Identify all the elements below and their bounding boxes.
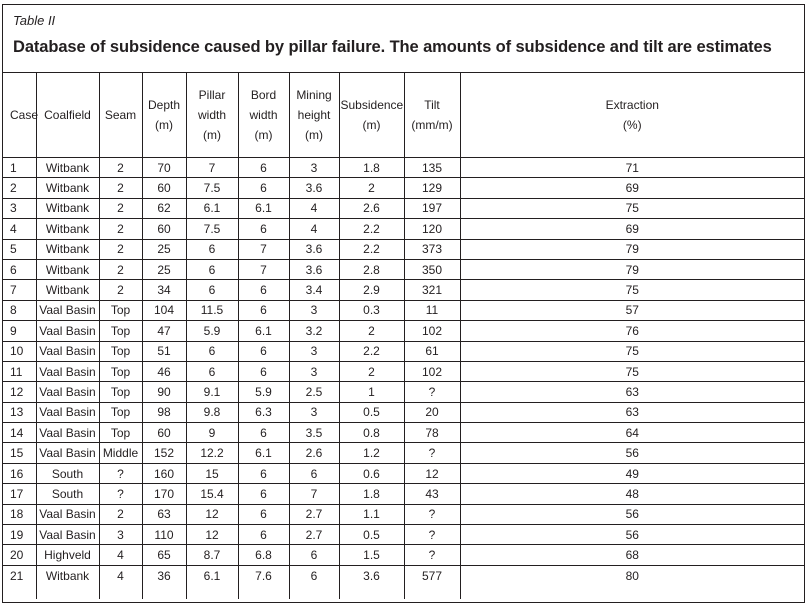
table-cell: 6 <box>186 341 238 361</box>
table-cell: 2.7 <box>289 504 339 524</box>
table-cell: 63 <box>460 382 804 402</box>
table-cell: 0.5 <box>339 525 404 545</box>
table-cell: 60 <box>142 423 186 443</box>
table-cell: 78 <box>404 423 460 443</box>
table-cell: Vaal Basin <box>36 361 99 381</box>
table-cell: Top <box>99 361 142 381</box>
table-cell: 102 <box>404 321 460 341</box>
table-cell: 4 <box>289 219 339 239</box>
table-cell: 64 <box>460 423 804 443</box>
table-cell: 8 <box>3 300 36 320</box>
table-cell: South <box>36 484 99 504</box>
table-cell: 7.5 <box>186 178 238 198</box>
table-row <box>3 341 804 361</box>
table-cell: Witbank <box>36 219 99 239</box>
table-cell: Highveld <box>36 545 99 565</box>
table-cell: 1 <box>3 158 36 178</box>
header-row <box>3 73 804 158</box>
table-cell: 104 <box>142 300 186 320</box>
table-row <box>3 198 804 218</box>
table-cell: 56 <box>460 504 804 524</box>
column-header <box>404 73 460 158</box>
table-cell: 11 <box>404 300 460 320</box>
column-header-text: Tilt <box>424 98 440 112</box>
table-cell: 15.4 <box>186 484 238 504</box>
table-cell: 9 <box>3 321 36 341</box>
column-header <box>238 73 289 158</box>
table-cell: ? <box>404 545 460 565</box>
table-cell: 2.5 <box>289 382 339 402</box>
table-cell: 46 <box>142 361 186 381</box>
table-cell: 2 <box>99 280 142 300</box>
table-cell: 2.8 <box>339 259 404 279</box>
column-header <box>142 73 186 158</box>
table-cell: 3 <box>289 361 339 381</box>
table-cell: 3.6 <box>289 239 339 259</box>
table-cell: Witbank <box>36 158 99 178</box>
table-cell: 6.1 <box>238 443 289 463</box>
table-cell: 12 <box>3 382 36 402</box>
table-title: Database of subsidence caused by pillar failure. The amounts of subsidence and tilt are estimates <box>13 38 772 56</box>
column-header-text: Extraction <box>605 98 659 112</box>
table-cell: 98 <box>142 402 186 422</box>
table-cell: 6.8 <box>238 545 289 565</box>
table-cell: 6 <box>238 280 289 300</box>
table-cell: 120 <box>404 219 460 239</box>
table-cell: 6.1 <box>186 198 238 218</box>
table-cell: Vaal Basin <box>36 525 99 545</box>
table-row <box>3 443 804 463</box>
table-cell: Witbank <box>36 280 99 300</box>
column-header-text: Pillar <box>198 88 226 102</box>
table-cell: 2 <box>99 239 142 259</box>
table-cell: 75 <box>460 198 804 218</box>
table-cell: 6 <box>238 178 289 198</box>
table-cell: 15 <box>186 463 238 483</box>
table-cell: 350 <box>404 259 460 279</box>
table-cell: 10 <box>3 341 36 361</box>
table-cell: 129 <box>404 178 460 198</box>
table-cell: Witbank <box>36 239 99 259</box>
table-cell: Top <box>99 300 142 320</box>
table-cell: 0.5 <box>339 402 404 422</box>
table-cell: 69 <box>460 178 804 198</box>
table-cell: 7 <box>238 239 289 259</box>
table-row <box>3 280 804 300</box>
table-cell: 3.6 <box>289 178 339 198</box>
table-row <box>3 382 804 402</box>
column-header-text: width <box>197 108 226 122</box>
table-cell: 60 <box>142 178 186 198</box>
table-cell: 12 <box>404 463 460 483</box>
table-row <box>3 219 804 239</box>
table-cell: 102 <box>404 361 460 381</box>
table-cell: 6 <box>238 463 289 483</box>
table-row <box>3 158 804 178</box>
table-cell: 7.5 <box>186 219 238 239</box>
table-cell: 135 <box>404 158 460 178</box>
table-row <box>3 321 804 341</box>
table-cell: 7 <box>238 259 289 279</box>
table-cell: Witbank <box>36 259 99 279</box>
table-cell: 68 <box>460 545 804 565</box>
column-header <box>36 73 99 158</box>
table-cell: 2 <box>99 158 142 178</box>
table-cell: 6 <box>238 423 289 443</box>
table-cell: 3 <box>289 341 339 361</box>
table-cell: 5.9 <box>238 382 289 402</box>
table-cell: 2.9 <box>339 280 404 300</box>
table-row <box>3 463 804 483</box>
table-cell: 13 <box>3 402 36 422</box>
table-cell: 47 <box>142 321 186 341</box>
table-row <box>3 178 804 198</box>
table-row <box>3 525 804 545</box>
column-header <box>99 73 142 158</box>
column-header-text: (%) <box>622 118 642 132</box>
table-cell: Vaal Basin <box>36 402 99 422</box>
table-cell: Vaal Basin <box>36 443 99 463</box>
table-cell: 3 <box>3 198 36 218</box>
table-cell: 56 <box>460 443 804 463</box>
table-cell: 2 <box>339 178 404 198</box>
table-cell: 3.2 <box>289 321 339 341</box>
column-header <box>3 73 39 158</box>
table-cell: 6 <box>238 525 289 545</box>
column-header-text: Coalfield <box>44 108 91 122</box>
subsidence-table <box>3 72 804 599</box>
table-cell: 6 <box>238 219 289 239</box>
table-cell: 2.2 <box>339 341 404 361</box>
table-cell: 152 <box>142 443 186 463</box>
table-row <box>3 504 804 524</box>
table-cell: 2 <box>99 198 142 218</box>
table-cell: 8.7 <box>186 545 238 565</box>
table-cell: 79 <box>460 259 804 279</box>
table-cell: 4 <box>3 219 36 239</box>
table-cell: 75 <box>460 280 804 300</box>
table-cell: 197 <box>404 198 460 218</box>
table-cell: 12.2 <box>186 443 238 463</box>
table-row <box>3 565 804 599</box>
table-cell: 6 <box>238 361 289 381</box>
table-cell: 7 <box>186 158 238 178</box>
table-row <box>3 545 804 565</box>
table-cell: ? <box>404 443 460 463</box>
table-cell: 0.8 <box>339 423 404 443</box>
table-cell: 3.5 <box>289 423 339 443</box>
table-cell: 60 <box>142 219 186 239</box>
table-cell: 2 <box>99 219 142 239</box>
table-cell: 25 <box>142 259 186 279</box>
table-cell: 321 <box>404 280 460 300</box>
column-header-text: (mm/m) <box>411 118 453 132</box>
table-cell: 2 <box>3 178 36 198</box>
table-cell: 2.7 <box>289 525 339 545</box>
table-cell: 90 <box>142 382 186 402</box>
table-row <box>3 484 804 504</box>
table-cell: 14 <box>3 423 36 443</box>
column-header-text: height <box>297 108 331 122</box>
column-header-text: Seam <box>104 108 137 122</box>
table-cell: 7.6 <box>238 565 289 599</box>
table-cell: 1 <box>339 382 404 402</box>
table-cell: 2.6 <box>289 443 339 463</box>
table-cell: 56 <box>460 525 804 545</box>
column-header-text: Depth <box>147 98 181 112</box>
table-row <box>3 402 804 422</box>
table-cell: 4 <box>289 198 339 218</box>
table-cell: 61 <box>404 341 460 361</box>
table-cell: Top <box>99 423 142 443</box>
table-cell: 25 <box>142 239 186 259</box>
table-cell: 20 <box>404 402 460 422</box>
column-header <box>460 73 804 158</box>
table-cell: 9.1 <box>186 382 238 402</box>
table-cell: 2.2 <box>339 219 404 239</box>
table-row <box>3 259 804 279</box>
table-cell: 75 <box>460 361 804 381</box>
table-cell: 2.2 <box>339 239 404 259</box>
table-cell: 76 <box>460 321 804 341</box>
table-cell: 7 <box>3 280 36 300</box>
table-cell: 11.5 <box>186 300 238 320</box>
table-cell: Top <box>99 321 142 341</box>
table-cell: Top <box>99 341 142 361</box>
table-cell: 1.8 <box>339 158 404 178</box>
table-cell: ? <box>404 504 460 524</box>
table-cell: 18 <box>3 504 36 524</box>
table-cell: 4 <box>99 565 142 599</box>
table-cell: Top <box>99 382 142 402</box>
table-cell: Vaal Basin <box>36 382 99 402</box>
table-cell: 2 <box>339 361 404 381</box>
table-cell: 3 <box>289 402 339 422</box>
table-cell: 9 <box>186 423 238 443</box>
table-cell: 80 <box>460 565 804 599</box>
column-header-text: Case <box>10 108 39 122</box>
table-cell: 373 <box>404 239 460 259</box>
table-cell: Middle <box>99 443 142 463</box>
table-cell: ? <box>99 463 142 483</box>
table-cell: 51 <box>142 341 186 361</box>
table-cell: 110 <box>142 525 186 545</box>
column-header-text: Mining <box>296 88 332 102</box>
table-cell: 6 <box>238 504 289 524</box>
table-cell: 12 <box>186 504 238 524</box>
table-cell: 20 <box>3 545 36 565</box>
table-cell: 43 <box>404 484 460 504</box>
column-header <box>186 73 238 158</box>
table-cell: 70 <box>142 158 186 178</box>
table-cell: 0.3 <box>339 300 404 320</box>
table-cell: 48 <box>460 484 804 504</box>
table-cell: 2 <box>339 321 404 341</box>
table-cell: 170 <box>142 484 186 504</box>
table-cell: Vaal Basin <box>36 423 99 443</box>
table-cell: 6.1 <box>238 321 289 341</box>
column-header-text: (m) <box>305 128 323 142</box>
table-cell: 6 <box>186 280 238 300</box>
table-cell: 6 <box>289 463 339 483</box>
table-cell: Vaal Basin <box>36 321 99 341</box>
table-cell: 3.6 <box>289 259 339 279</box>
table-cell: 75 <box>460 341 804 361</box>
table-cell: 6 <box>186 239 238 259</box>
table-cell: 7 <box>289 484 339 504</box>
table-cell: 5 <box>3 239 36 259</box>
table-cell: 6 <box>186 259 238 279</box>
column-header-text: Subsidence <box>340 98 404 112</box>
table-cell: Vaal Basin <box>36 300 99 320</box>
table-cell: 11 <box>3 361 36 381</box>
column-header <box>339 73 404 158</box>
table-frame <box>2 4 805 603</box>
table-cell: 19 <box>3 525 36 545</box>
table-cell: 62 <box>142 198 186 218</box>
table-cell: 63 <box>142 504 186 524</box>
table-cell: 6 <box>289 545 339 565</box>
table-cell: 63 <box>460 402 804 422</box>
table-row <box>3 361 804 381</box>
table-cell: 1.5 <box>339 545 404 565</box>
table-cell: ? <box>404 382 460 402</box>
table-cell: ? <box>99 484 142 504</box>
table-cell: 2 <box>99 504 142 524</box>
column-header-text: Bord <box>250 88 277 102</box>
table-cell: 3 <box>289 300 339 320</box>
table-cell: 6.1 <box>238 198 289 218</box>
table-cell: 3 <box>289 158 339 178</box>
table-cell: 2 <box>99 259 142 279</box>
table-cell: Witbank <box>36 198 99 218</box>
table-cell: 79 <box>460 239 804 259</box>
table-cell: 9.8 <box>186 402 238 422</box>
table-cell: 6.1 <box>186 565 238 599</box>
column-header-text: (m) <box>155 118 173 132</box>
table-cell: ? <box>404 525 460 545</box>
column-header-text: width <box>249 108 278 122</box>
column-header-text: (m) <box>362 118 381 132</box>
table-cell: 71 <box>460 158 804 178</box>
table-cell: 57 <box>460 300 804 320</box>
table-cell: 17 <box>3 484 36 504</box>
table-cell: Top <box>99 402 142 422</box>
table-cell: 36 <box>142 565 186 599</box>
table-cell: 6.3 <box>238 402 289 422</box>
table-cell: 2 <box>99 178 142 198</box>
column-header-text: (m) <box>254 128 273 142</box>
table-cell: 49 <box>460 463 804 483</box>
table-row <box>3 300 804 320</box>
table-cell: 6 <box>186 361 238 381</box>
table-cell: 21 <box>10 568 24 583</box>
table-cell: 5.9 <box>186 321 238 341</box>
table-cell: 69 <box>460 219 804 239</box>
table-cell: 6 <box>238 300 289 320</box>
table-cell: Witbank <box>36 565 99 599</box>
table-label: Table II <box>13 13 56 28</box>
table-cell: South <box>36 463 99 483</box>
table-cell: 4 <box>99 545 142 565</box>
table-cell: 12 <box>186 525 238 545</box>
table-cell: 3 <box>99 525 142 545</box>
table-cell: 1.2 <box>339 443 404 463</box>
table-cell: 160 <box>142 463 186 483</box>
column-header <box>289 73 339 158</box>
table-cell: 6 <box>238 158 289 178</box>
table-cell: 65 <box>142 545 186 565</box>
table-cell: 6 <box>238 484 289 504</box>
column-header-text: (m) <box>203 128 221 142</box>
table-cell: 2.6 <box>339 198 404 218</box>
table-cell: 0.6 <box>339 463 404 483</box>
table-cell: 1.1 <box>339 504 404 524</box>
table-cell: 3.6 <box>339 565 404 599</box>
table-row <box>3 423 804 443</box>
table-cell: 3.4 <box>289 280 339 300</box>
table-cell: 577 <box>404 565 460 599</box>
table-row <box>3 239 804 259</box>
table-cell: 6 <box>3 259 36 279</box>
table-cell: Witbank <box>36 178 99 198</box>
table-cell: 1.8 <box>339 484 404 504</box>
table-cell: 6 <box>238 341 289 361</box>
table-cell: 6 <box>289 565 339 599</box>
table-cell: Vaal Basin <box>36 341 99 361</box>
table-cell: 15 <box>3 443 36 463</box>
table-cell: 34 <box>142 280 186 300</box>
table-cell: Vaal Basin <box>36 504 99 524</box>
table-cell: 16 <box>3 463 36 483</box>
